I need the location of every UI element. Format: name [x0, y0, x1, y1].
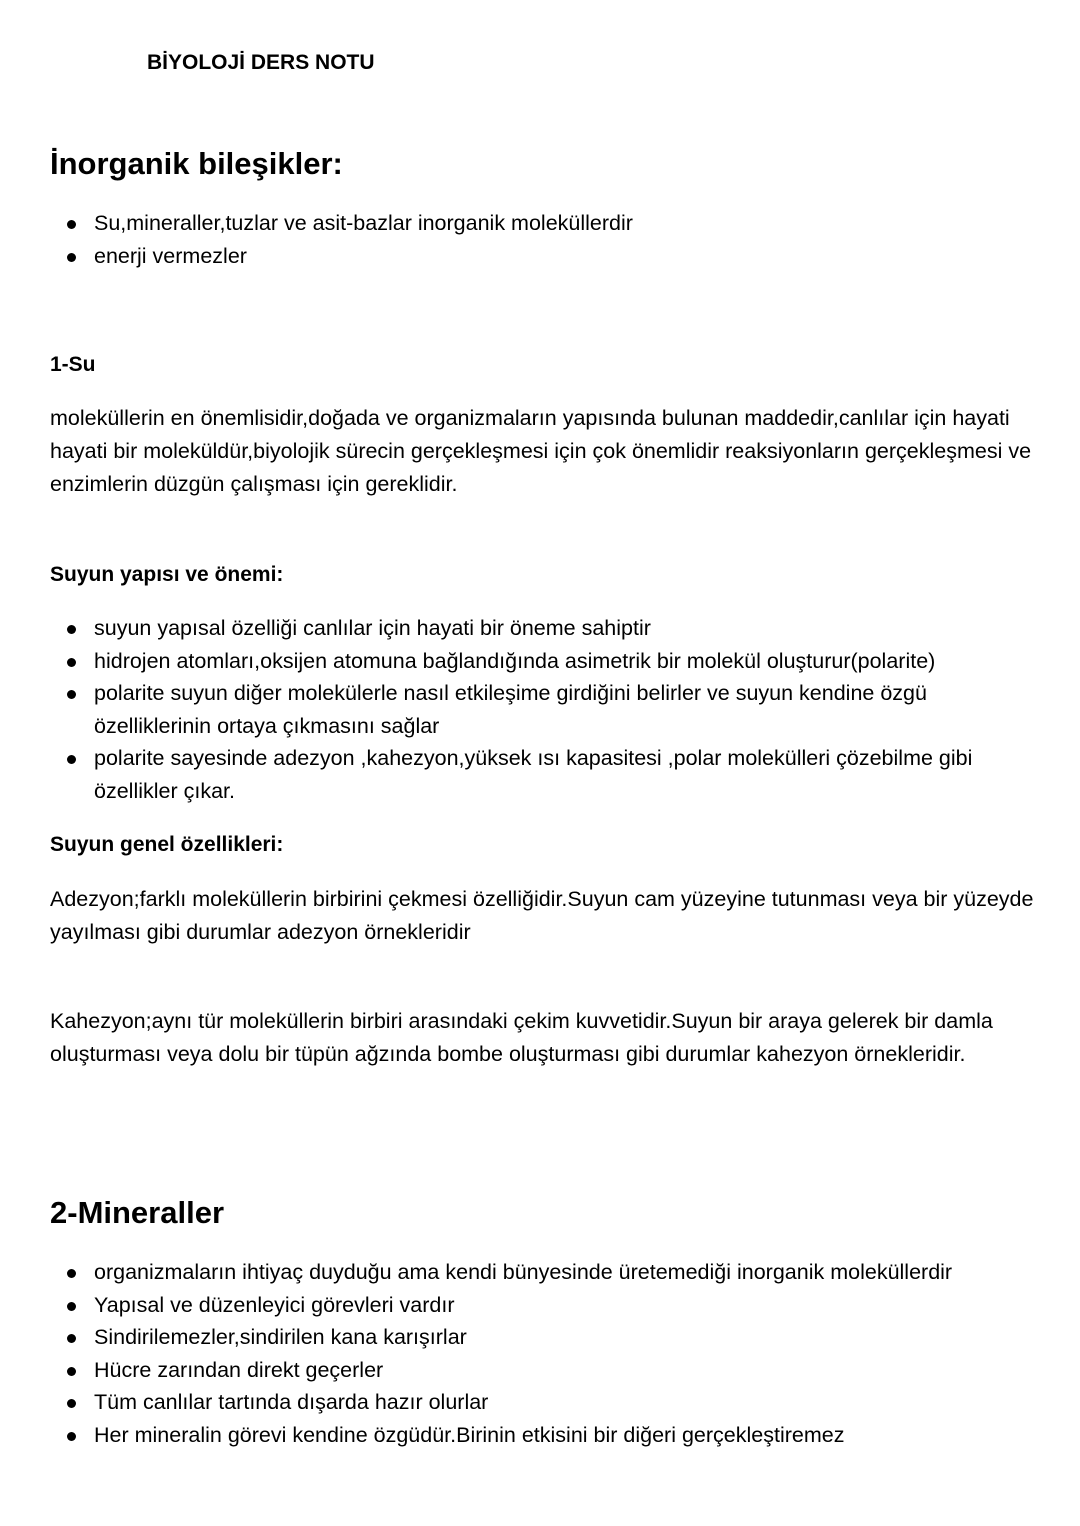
page-header: BİYOLOJİ DERS NOTU	[147, 51, 375, 74]
list-item: suyun yapısal özelliği canlılar için hayati bir öneme sahiptir	[50, 612, 1035, 645]
bullet-icon	[67, 220, 76, 229]
water-structure-bullet-list	[50, 612, 1035, 807]
list-item: enerji vermezler	[50, 240, 1035, 273]
bullet-icon	[67, 1432, 76, 1441]
minerals-bullet-list	[50, 1256, 1035, 1451]
list-item: hidrojen atomları,oksijen atomuna bağlandığında asimetrik bir molekül oluşturur(polarite)	[50, 645, 1035, 678]
subsection-title-water-structure: Suyun yapısı ve önemi:	[50, 563, 284, 586]
bullet-icon	[67, 1269, 76, 1278]
subsection-title-water-general: Suyun genel özellikleri:	[50, 833, 284, 856]
list-item: organizmaların ihtiyaç duyduğu ama kendi bünyesinde üretemediği inorganik moleküllerdir	[50, 1256, 1035, 1289]
adhesion-paragraph: Adezyon;farklı moleküllerin birbirini çekmesi özelliğidir.Suyun cam yüzeyine tutunması veya bir yüzeyde yayılması gibi durumlar adezyon örnekleridir	[50, 887, 1034, 944]
bullet-icon	[67, 1334, 76, 1343]
list-item: polarite sayesinde adezyon ,kahezyon,yüksek ısı kapasitesi ,polar molekülleri çözebilme gibi özellikler çıkar.	[50, 742, 1035, 807]
bullet-icon	[67, 1367, 76, 1376]
section-title-water: 1-Su	[50, 353, 96, 376]
list-item: Yapısal ve düzenleyici görevleri vardır	[50, 1289, 1035, 1322]
bullet-icon	[67, 1302, 76, 1311]
bullet-icon	[67, 755, 76, 764]
list-item: Her mineralin görevi kendine özgüdür.Birinin etkisini bir diğeri gerçekleştiremez	[50, 1419, 1035, 1452]
section-title-minerals: 2-Mineraller	[50, 1195, 225, 1230]
list-item: polarite suyun diğer molekülerle nasıl etkileşime girdiğini belirler ve suyun kendine özgü özelliklerinin ortaya çıkmasını sağlar	[50, 677, 1035, 742]
water-paragraph: moleküllerin en önemlisidir,doğada ve organizmaların yapısında bulunan maddedir,canlılar için hayati hayati bir moleküldür,biyolojik sürecin gerçekleşmesi için çok önemlidir reaksiyonların gerçekleşmesi ve enzimlerin düzgün çalışması için gereklidir.	[50, 406, 1032, 496]
section-title-inorganic: İnorganik bileşikler:	[50, 146, 343, 181]
inorganic-bullet-list	[50, 207, 1035, 272]
bullet-icon	[67, 1399, 76, 1408]
list-item: Sindirilemezler,sindirilen kana karışırlar	[50, 1321, 1035, 1354]
cohesion-paragraph: Kahezyon;aynı tür moleküllerin birbiri arasındaki çekim kuvvetidir.Suyun bir araya gelerek bir damla oluşturması veya dolu bir tüpün ağzında bombe oluşturması gibi durumlar kahezyon örnekleridir.	[50, 1009, 993, 1066]
bullet-icon	[67, 625, 76, 634]
bullet-icon	[67, 253, 76, 262]
list-item: Su,mineraller,tuzlar ve asit-bazlar inorganik moleküllerdir	[50, 207, 1035, 240]
list-item: Hücre zarından direkt geçerler	[50, 1354, 1035, 1387]
bullet-icon	[67, 690, 76, 699]
list-item: Tüm canlılar tartında dışarda hazır olurlar	[50, 1386, 1035, 1419]
bullet-icon	[67, 658, 76, 667]
